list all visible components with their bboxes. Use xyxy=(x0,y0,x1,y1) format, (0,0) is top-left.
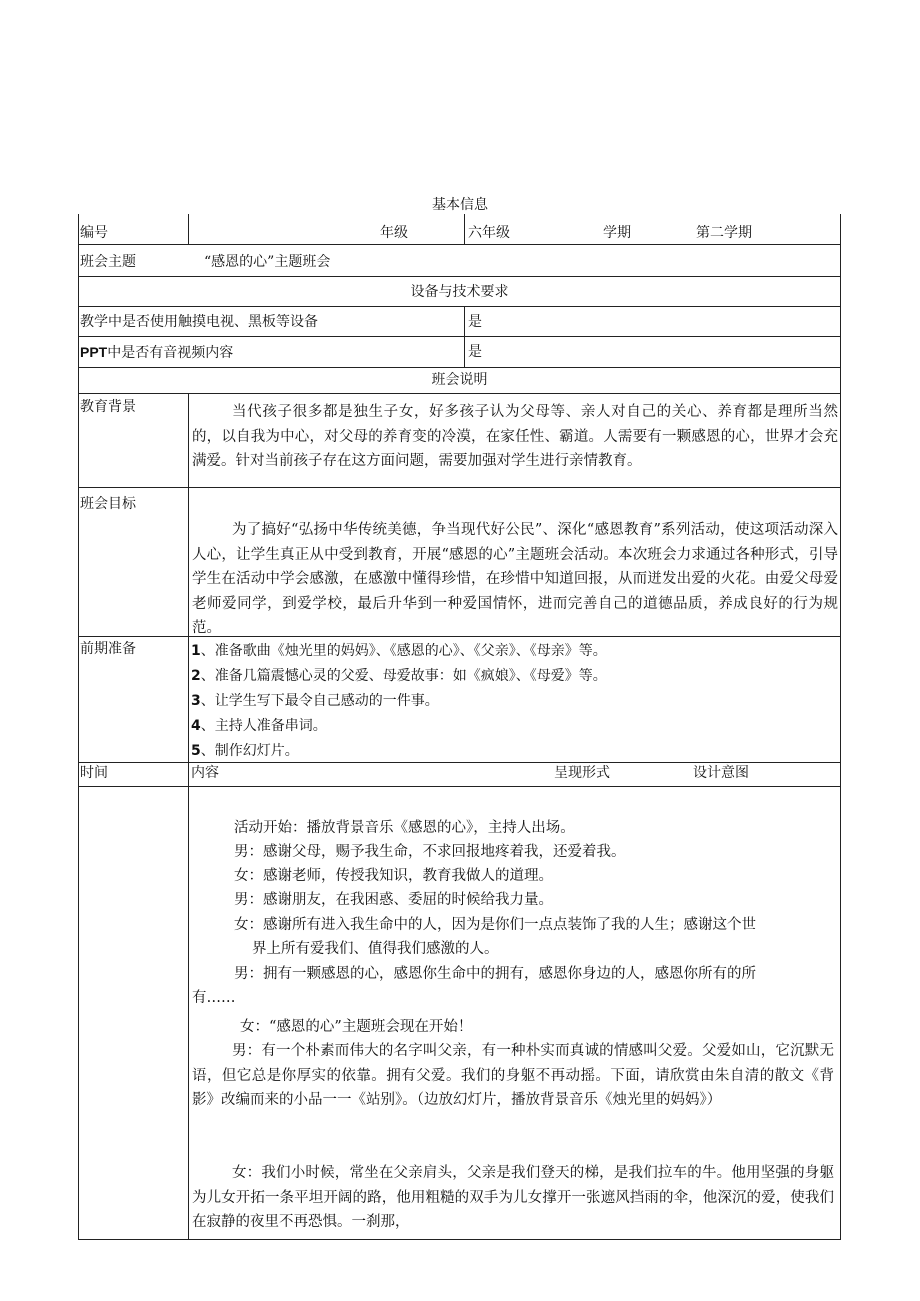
goal-label: 班会目标 xyxy=(80,496,136,512)
prep-item-4-number: 4 xyxy=(191,718,201,734)
script-line: 女：“感恩的心”主题班会现在开始！ xyxy=(240,1019,473,1035)
col-time: 时间 xyxy=(80,765,108,781)
equipment-question-2 xyxy=(80,343,233,362)
script-paragraph: 男：有一个朴素而伟大的名字叫父亲，有一种朴实而真诚的情感叫父爱。父爱如山，它沉默无语，但它总是你厚实的依靠。拥有父爱。我们的身躯不再动摇。下面，请欣赏由朱自清的散文《背影》改编而来的小品一一《站别》。（边放幻灯片，播放背景音乐《烛光里的妈妈》） xyxy=(192,1043,834,1108)
info-table xyxy=(78,214,841,1240)
goal-text: 为了搞好“弘扬中华传统美德，争当现代好公民”、深化“感恩教育”系列活动，使这项活动深入人心，让学生真正从中受到教育，开展“感恩的心”主题班会活动。本次班会力求通过各种形式，引导学生在活动中学会感激，在感激中懂得珍惜，在珍惜中知道回报，从而迸发出爱的火花。由爱父母爱老师爱同学，到爱学校，最后升华到一种爱国情怀，进而完善自己的道德品质，养成良好的行为规范。 xyxy=(192,522,838,636)
notes-header: 班会说明 xyxy=(431,372,488,388)
background-text: 当代孩子很多都是独生子女，好多孩子认为父母等、亲人对自己的关心、养育都是理所当然的，以自我为中心，对父母的养育变的冷漠，在家任性、霸道。人需要有一颗感恩的心，世界才会充满爱。针对当前孩子存在这方面问题，需要加强对学生进行亲情教育。 xyxy=(192,404,838,469)
term-value: 第二学期 xyxy=(696,225,752,241)
script-line: 界上所有爱我们、值得我们感激的人。 xyxy=(252,941,499,957)
theme-label: 班会主题 xyxy=(80,254,136,270)
prep-label: 前期准备 xyxy=(80,641,136,657)
grade-value: 六年级 xyxy=(468,225,510,241)
equipment-question-1: 教学中是否使用触摸电视、黑板等设备 xyxy=(80,314,318,330)
prep-item-5-number: 5 xyxy=(191,743,201,759)
script-line: 女：感谢老师，传授我知识，教育我做人的道理。 xyxy=(234,868,553,884)
background-label: 教育背景 xyxy=(80,399,136,415)
theme-value: “感恩的心”主题班会 xyxy=(204,254,331,270)
script-line: 男：感谢父母，赐予我生命，不求回报地疼着我，还爱着我。 xyxy=(234,844,626,860)
script-line: 活动开始：播放背景音乐《感恩的心》，主持人出场。 xyxy=(234,820,575,836)
prep-item-4 xyxy=(191,715,327,735)
prep-item-5-text: 、制作幻灯片。 xyxy=(200,743,299,759)
script-line: 男：拥有一颗感恩的心，感恩你生命中的拥有，感恩你身边的人，感恩你所有的所 xyxy=(234,966,756,982)
equipment-answer-2: 是 xyxy=(468,344,482,360)
prep-item-2 xyxy=(191,665,607,685)
prep-item-2-text: 、准备几篇震憾心灵的父爱、母爱故事：如《疯娘》、《母爱》等。 xyxy=(200,668,607,684)
prep-item-1 xyxy=(191,640,607,660)
equipment-question-2-rest: 中是否有音视频内容 xyxy=(107,345,234,361)
prep-item-4-text: 、主持人准备串词。 xyxy=(200,718,327,734)
script-line: 女：感谢所有进入我生命中的人，因为是你们一点点装饰了我的人生；感谢这个世 xyxy=(234,917,756,933)
script-paragraph: 女：我们小时候，常坐在父亲肩头，父亲是我们登天的梯，是我们拉车的牛。他用坚强的身躯为儿女开拓一条平坦开阔的路，他用粗糙的双手为儿女撑开一张遮风挡雨的伞，他深沉的爱，使我们在寂静的夜里不再恐惧。一刹那， xyxy=(192,1165,834,1230)
equipment-header: 设备与技术要求 xyxy=(410,284,509,300)
prep-item-5 xyxy=(191,740,299,760)
prep-item-1-number: 1 xyxy=(191,643,201,659)
prep-item-3 xyxy=(191,690,439,710)
col-content: 内容 xyxy=(191,765,219,781)
term-label: 学期 xyxy=(603,225,631,241)
prep-item-3-number: 3 xyxy=(191,693,201,709)
script-line: 男：感谢朋友，在我困惑、委屈的时候给我力量。 xyxy=(234,892,553,908)
id-label: 编号 xyxy=(80,225,108,241)
equipment-answer-1: 是 xyxy=(468,314,482,330)
page-title: 基本信息 xyxy=(432,197,488,213)
col-intent: 设计意图 xyxy=(693,765,749,781)
prep-item-1-text: 、准备歌曲《烛光里的妈妈》、《感恩的心》、《父亲》、《母亲》等。 xyxy=(200,643,607,659)
col-form: 呈现形式 xyxy=(554,765,610,781)
grade-label: 年级 xyxy=(380,225,408,241)
ppt-label: PPT xyxy=(80,344,108,360)
prep-item-2-number: 2 xyxy=(191,668,201,684)
script-line: 有…… xyxy=(192,990,236,1006)
prep-item-3-text: 、让学生写下最令自己感动的一件事。 xyxy=(200,693,439,709)
